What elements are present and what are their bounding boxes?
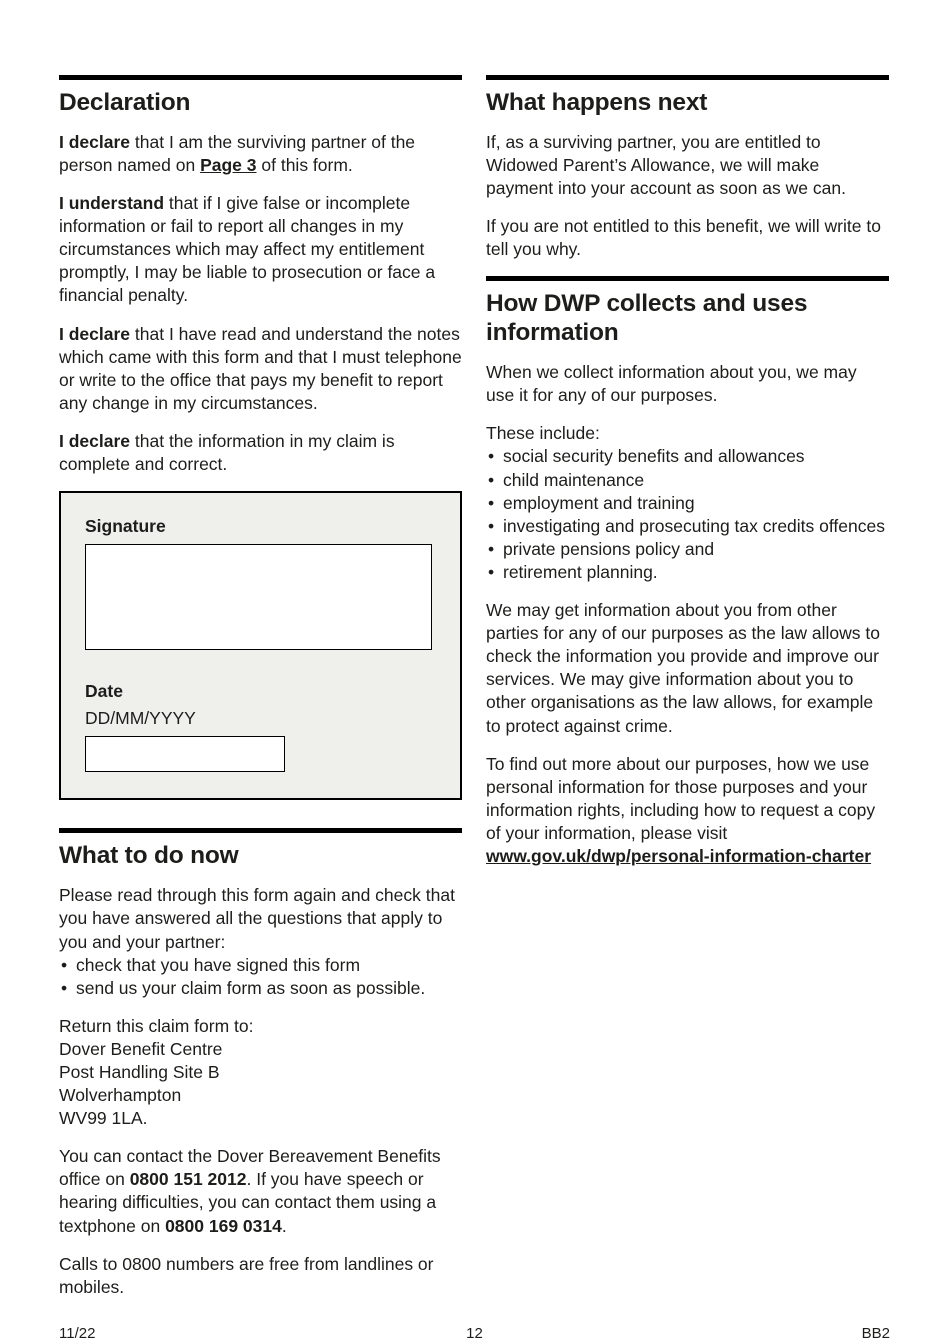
return-address-block [59, 1015, 462, 1130]
what-happens-next-paragraph-2: If you are not entitled to this benefit, we will write to tell you why. [486, 216, 881, 260]
include-label: These include: [486, 423, 600, 444]
section-divider [486, 276, 889, 281]
declaration-heading: Declaration [59, 89, 191, 116]
right-column [486, 75, 889, 883]
what-happens-next-heading: What happens next [486, 89, 708, 116]
declaration-paragraph-2: I understand that if I give false or incomplete information or fail to report all changes in my circumstances which may affect my entitlement promptly, I may be liable to prosecution or face a financial penalty. [59, 193, 436, 306]
what-happens-next-section [486, 75, 889, 261]
charter-paragraph [486, 753, 889, 868]
signature-label: Signature [85, 516, 166, 537]
declaration-paragraph-1: I declare that I am the surviving partner of the person named on Page 3 of this form. [59, 131, 416, 175]
dwp-info-section [486, 276, 889, 868]
list-item: • child maintenance [486, 469, 889, 492]
address-line: Post Handling Site B [59, 1061, 220, 1082]
contact-paragraph: You can contact the Dover Bereavement Benefits office on 0800 151 2012. If you have speech or hearing difficulties, you can contact them using a textphone on 0800 169 0314. [59, 1146, 441, 1236]
charter-text: To find out more about our purposes, how we use personal information for those purposes and your information rights, including how to request a copy of your information, please visit [486, 753, 876, 843]
date-input[interactable] [85, 736, 285, 772]
footer-version: 11/22 [59, 1324, 96, 1342]
what-to-do-now-intro: Please read through this form again and check that you have answered all the questions that apply to you and your partner: [59, 885, 455, 952]
what-to-do-now-heading: What to do now [59, 842, 239, 870]
footer-page-number: 12 [466, 1324, 483, 1342]
list-item: • send us your claim form as soon as possible. [59, 977, 462, 1000]
what-happens-next-paragraph-1: If, as a surviving partner, you are entitled to Widowed Parent’s Allowance, we will make payment into your account as soon as we can. [486, 131, 846, 199]
list-item: • private pensions policy and [486, 538, 889, 561]
date-format-hint: DD/MM/YYYY [85, 708, 196, 729]
declaration-section [59, 75, 462, 800]
signature-input[interactable] [85, 544, 432, 650]
declaration-paragraph-3: I declare that I have read and understand the notes which came with this form and that I must telephone or write to the office that pays my benefit to report any change in my circumstances. [59, 323, 462, 413]
section-divider [59, 828, 462, 833]
list-item: • investigating and prosecuting tax credits offences [486, 515, 889, 538]
address-line: WV99 1LA. [59, 1108, 148, 1129]
list-item: • check that you have signed this form [59, 954, 462, 977]
dwp-sharing-paragraph: We may get information about you from other parties for any of our purposes as the law allows to check the information you provide and improve our services. We may give information about you to other organisations as the law allows, for example to protect against crime. [486, 600, 880, 736]
page-footer [59, 1314, 890, 1344]
section-divider [59, 75, 462, 80]
dwp-info-intro: When we collect information about you, we may use it for any of our purposes. [486, 362, 857, 406]
calls-note: Calls to 0800 numbers are free from landlines or mobiles. [59, 1253, 434, 1297]
footer-form-code: BB2 [861, 1324, 890, 1342]
signature-panel [59, 491, 462, 800]
dwp-info-heading: How DWP collects and uses information [486, 290, 808, 347]
what-to-do-now-section [59, 828, 462, 1298]
left-column [59, 75, 462, 1314]
address-line: Dover Benefit Centre [59, 1038, 223, 1059]
declaration-paragraph-4: I declare that the information in my claim is complete and correct. [59, 430, 395, 475]
date-label: Date [85, 681, 123, 702]
list-item: • social security benefits and allowances [486, 445, 889, 468]
two-column-layout [59, 75, 890, 1314]
address-line: Return this claim form to: [59, 1015, 254, 1036]
what-to-do-now-bullets [59, 954, 462, 1000]
dwp-purposes-list [486, 445, 889, 584]
list-item: • employment and training [486, 492, 889, 515]
list-item: • retirement planning. [486, 561, 889, 584]
section-divider [486, 75, 889, 80]
personal-information-charter-link[interactable]: www.gov.uk/dwp/personal-information-charter [486, 845, 872, 866]
address-line: Wolverhampton [59, 1085, 182, 1106]
